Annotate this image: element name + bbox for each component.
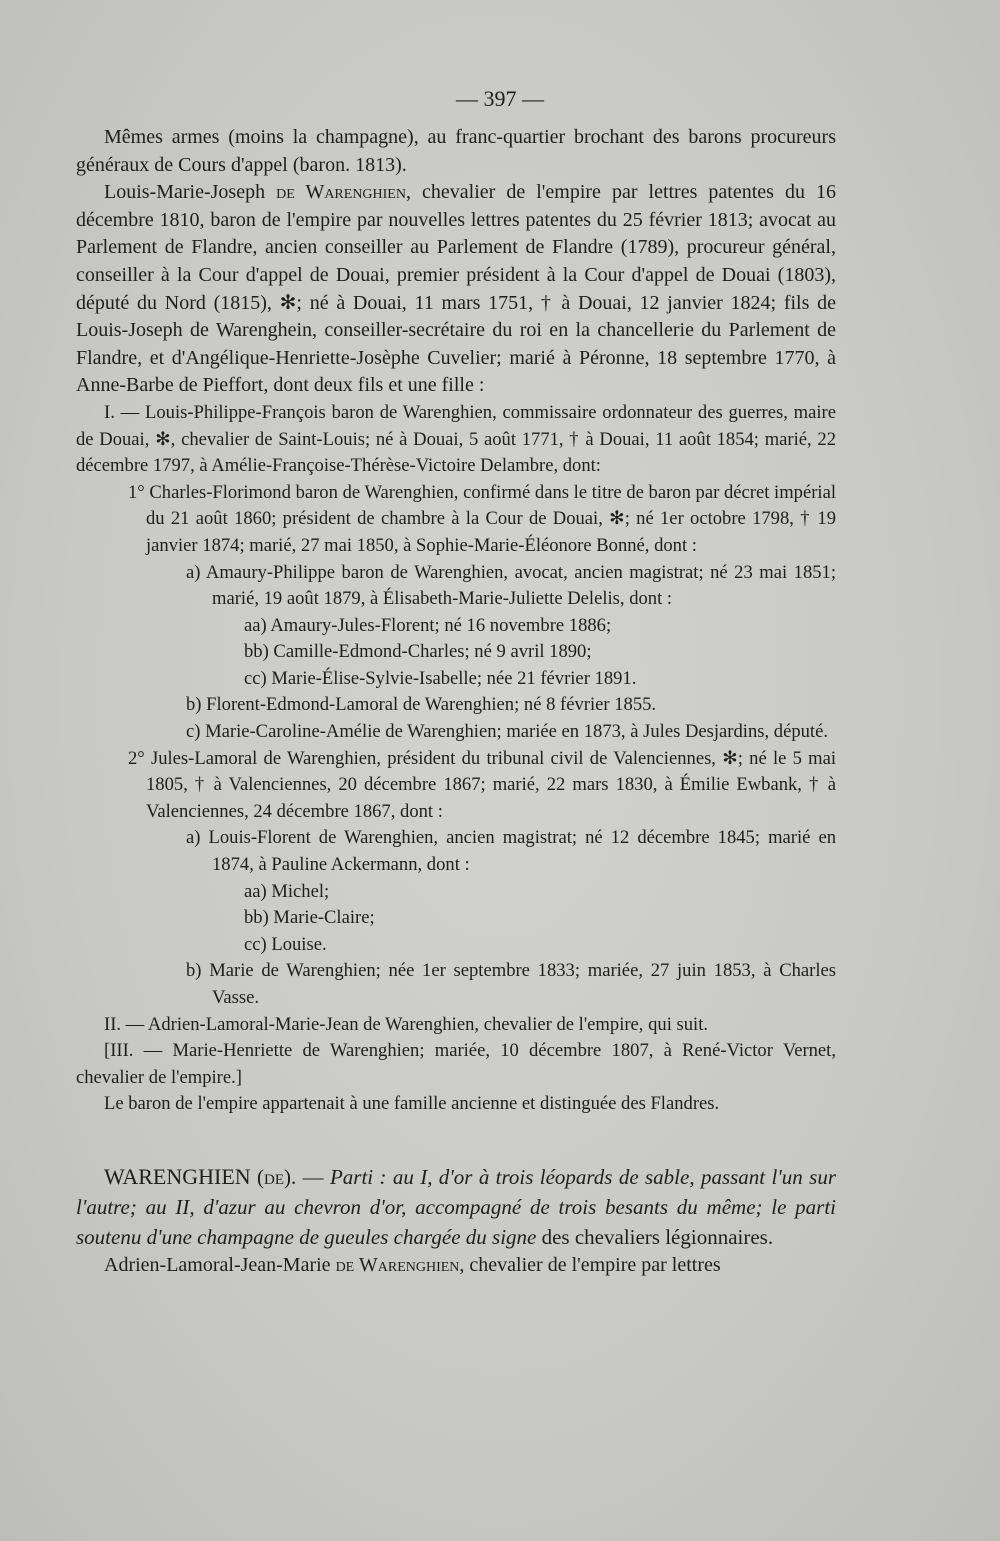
genealogy-entry: cc) Louise.: [244, 933, 327, 955]
entry-blazon-tail: des chevaliers légionnaires.: [536, 1224, 774, 1249]
arms-paragraph: Mêmes armes (moins la champagne), au franc-quartier brochant des barons procureurs généraux de Cours d'appel (baron. 1813).: [76, 126, 836, 176]
entry-heading: WARENGHIEN: [104, 1163, 251, 1189]
adrien-text: , chevalier de l'empire par lettres: [459, 1253, 721, 1276]
biography-text: , chevalier de l'empire par lettres patentes du 16 décembre 1810, baron de l'empire par nouvelles lettres patentes du 25 février 1813; avocat au Parlement de Flandre, ancien conseiller au Parlement de Flandre (1789), procureur général, conseiller à la Cour d'appel de Douai, premier président à la Cour d'appel de Douai (1803), député du Nord (1815), ✻; né à Douai, 11 mars 1751, † à Douai, 12 janvier 1824; fils de Louis-Joseph de Warenghein, conseiller-secrétaire du roi en la chancellerie du Parlement de Flandre, et d'Angélique-Henriette-Josèphe Cuvelier; marié à Péronne, 18 septembre 1770, à Anne-Barbe de Pieffort, dont deux fils et une fille :: [76, 181, 836, 397]
entry-blazon: Parti : au I, d'or à trois léopards de sable, passant l'un sur l'autre; au II, d'azur au chevron d'or, accompagné de trois besants du même; le parti soutenu d'une champagne de gueules chargée du signe: [76, 1164, 837, 1249]
genealogy-list: [76, 400, 836, 1118]
genealogy-entry: cc) Marie-Élise-Sylvie-Isabelle; née 21 février 1891.: [244, 667, 637, 689]
entry-particle: (de): [257, 1164, 291, 1189]
genealogy-entry: bb) Marie-Claire;: [244, 907, 375, 929]
adrien-name: Adrien-Lamoral-Jean-Marie: [104, 1253, 331, 1276]
warenghien-entry: [76, 1162, 836, 1252]
genealogy-entry: I. — Louis-Philippe-François baron de Warenghien, commissaire ordonnateur des guerres, maire de Douai, ✻, chevalier de Saint-Louis; né à Douai, 5 août 1771, † à Douai, 11 août 1854; marié, 22 décembre 1797, à Amélie-Françoise-Thérèse-Victoire Delambre, dont:: [76, 401, 836, 477]
genealogy-entry: b) Marie de Warenghien; née 1er septembre 1833; mariée, 27 juin 1853, à Charles Vasse.: [186, 960, 836, 1008]
biography-paragraph: [76, 179, 836, 400]
closing-note: Le baron de l'empire appartenait à une famille ancienne et distinguée des Flandres.: [104, 1093, 720, 1115]
genealogy-entry: b) Florent-Edmond-Lamoral de Warenghien; né 8 février 1855.: [186, 694, 657, 716]
genealogy-entry: 2° Jules-Lamoral de Warenghien, président du tribunal civil de Valenciennes, ✻; né le 5 mai 1805, † à Valenciennes, 20 décembre 1867; marié, 22 mars 1830, à Émilie Ewbank, † à Valenciennes, 24 décembre 1867, dont :: [128, 747, 836, 822]
genealogy-entry: aa) Amaury-Jules-Florent; né 16 novembre 1886;: [244, 614, 612, 636]
entry-separator: . —: [291, 1164, 330, 1189]
genealogy-entry: c) Marie-Caroline-Amélie de Warenghien; mariée en 1873, à Jules Desjardins, député.: [186, 721, 828, 743]
genealogy-entry: II. — Adrien-Lamoral-Marie-Jean de Warenghien, chevalier de l'empire, qui suit.: [104, 1013, 709, 1035]
page-number: — 397 —: [456, 86, 544, 111]
adrien-paragraph: [76, 1252, 836, 1280]
genealogy-entry: 1° Charles-Florimond baron de Warenghien, confirmé dans le titre de baron par décret impérial du 21 août 1860; président de chambre à la Cour de Douai, ✻; né 1er octobre 1798, † 19 janvier 1874; marié, 27 mai 1850, à Sophie-Marie-Éléonore Bonné, dont :: [128, 481, 836, 556]
genealogy-entry: [III. — Marie-Henriette de Warenghien; mariée, 10 décembre 1807, à René-Victor Vernet, chevalier de l'empire.]: [76, 1040, 836, 1088]
person-particle: de Warenghien: [276, 181, 406, 204]
adrien-particle: de Warenghien: [335, 1253, 460, 1276]
genealogy-entry: a) Amaury-Philippe baron de Warenghien, avocat, ancien magistrat; né 23 mai 1851; marié, 19 août 1879, à Élisabeth-Marie-Juliette Delelis, dont :: [186, 561, 836, 610]
genealogy-entry: a) Louis-Florent de Warenghien, ancien magistrat; né 12 décembre 1845; marié en 1874, à Pauline Ackermann, dont :: [186, 827, 836, 876]
genealogy-entry: bb) Camille-Edmond-Charles; né 9 avril 1890;: [244, 641, 592, 663]
page-body: [76, 124, 836, 1280]
person-name: Louis-Marie-Joseph: [104, 181, 266, 204]
genealogy-entry: aa) Michel;: [244, 880, 330, 902]
